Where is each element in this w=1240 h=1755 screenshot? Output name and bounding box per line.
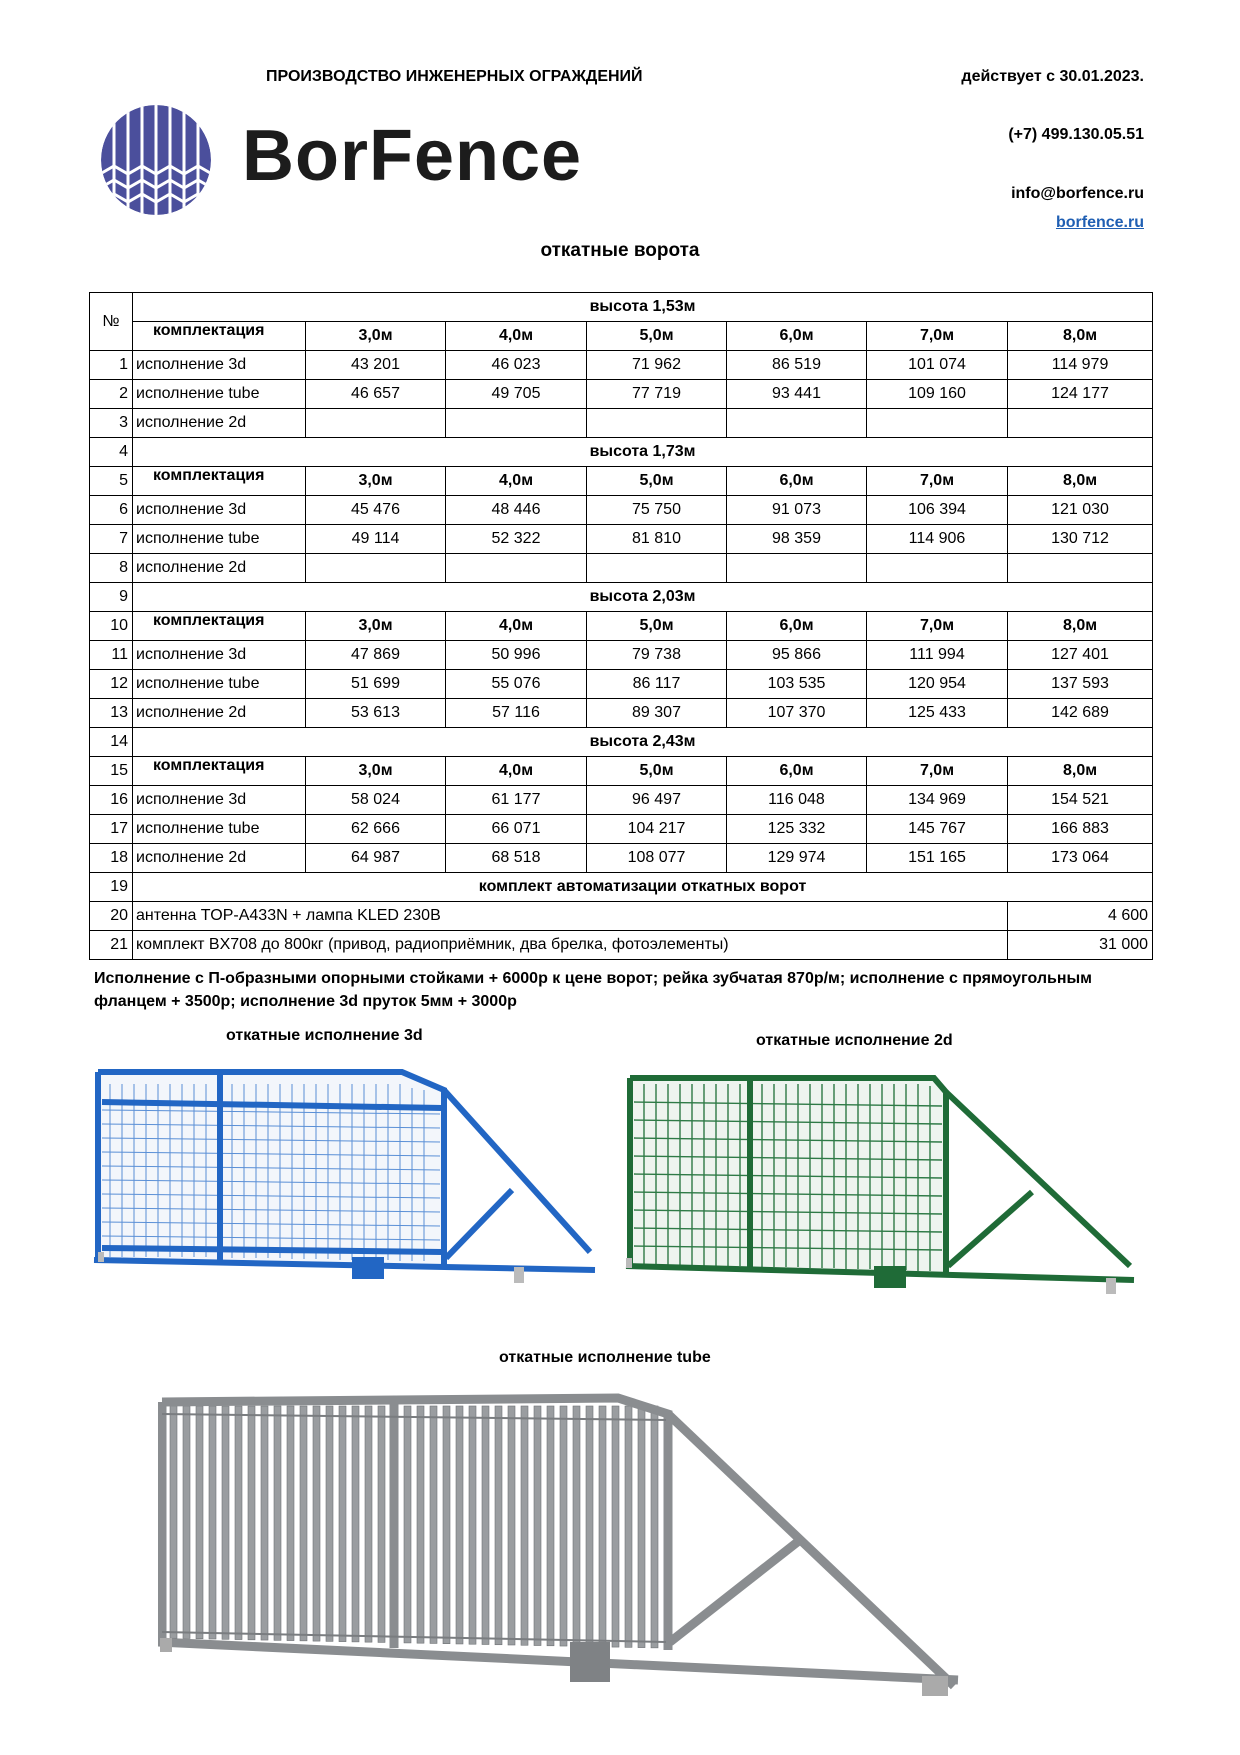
price-cell: 51 699 [306,670,446,699]
price-cell [1008,554,1153,583]
price-cell: 68 518 [446,844,587,873]
price-cell: 134 969 [867,786,1008,815]
tube-bar [209,1406,216,1639]
gate-tube-image [158,1380,978,1710]
variant-name: исполнение 3d [133,496,306,525]
height-header: высота 1,53м [133,293,1153,322]
gate-3d-image [90,1062,610,1302]
price-cell: 71 962 [587,351,727,380]
table-row [90,525,1153,554]
table-row [90,641,1153,670]
tube-bar [430,1406,437,1643]
price-cell [727,554,867,583]
price-cell: 127 401 [1008,641,1153,670]
variant-name: исполнение tube [133,670,306,699]
height-header: высота 2,43м [133,728,1153,757]
width-header: 5,0м [587,757,727,786]
width-header: 7,0м [867,757,1008,786]
tube-bar [196,1406,203,1639]
variant-name: исполнение 3d [133,641,306,670]
row-number: 2 [90,380,133,409]
row-number: 5 [90,467,133,496]
row-number: 3 [90,409,133,438]
row-number: 20 [90,902,133,931]
tube-bar [625,1406,632,1647]
width-header: 6,0м [727,612,867,641]
price-cell: 79 738 [587,641,727,670]
width-header: 7,0м [867,467,1008,496]
tube-bar [300,1406,307,1641]
price-cell: 145 767 [867,815,1008,844]
width-header: 8,0м [1008,612,1153,641]
price-cell: 137 593 [1008,670,1153,699]
tube-bar [313,1406,320,1641]
price-cell: 46 023 [446,351,587,380]
price-cell [587,554,727,583]
row-number: 12 [90,670,133,699]
price-cell: 151 165 [867,844,1008,873]
tube-bar [560,1406,567,1646]
variant-name: исполнение tube [133,380,306,409]
tube-bar [495,1406,502,1645]
tube-bar [170,1406,177,1638]
price-cell: 124 177 [1008,380,1153,409]
automation-item-price: 31 000 [1008,931,1153,960]
table-row [90,380,1153,409]
width-header: 4,0м [446,467,587,496]
automation-item-name: комплект BX708 до 800кг (привод, радиоприёмник, два брелка, фотоэлементы) [133,931,1008,960]
price-cell: 43 201 [306,351,446,380]
tube-bar [365,1406,372,1642]
tube-bar [638,1406,645,1648]
row-number: 19 [90,873,133,902]
width-header: 3,0м [306,757,446,786]
price-cell [1008,409,1153,438]
row-number: 14 [90,728,133,757]
table-row [90,844,1153,873]
width-header: 6,0м [727,757,867,786]
price-cell: 111 994 [867,641,1008,670]
width-header: 4,0м [446,322,587,351]
price-cell: 114 906 [867,525,1008,554]
price-cell: 53 613 [306,699,446,728]
price-cell: 47 869 [306,641,446,670]
price-cell: 125 332 [727,815,867,844]
tube-bar [547,1406,554,1646]
price-cell: 48 446 [446,496,587,525]
price-cell: 96 497 [587,786,727,815]
price-cell: 75 750 [587,496,727,525]
tube-bar [456,1406,463,1644]
variant-name: исполнение 2d [133,844,306,873]
price-cell: 120 954 [867,670,1008,699]
table-row [90,496,1153,525]
valid-from: действует с 30.01.2023. [961,68,1144,85]
row-number: 13 [90,699,133,728]
tube-bar [261,1406,268,1640]
width-header: 4,0м [446,612,587,641]
gate-2d-image [612,1066,1152,1312]
variant-name: исполнение 2d [133,554,306,583]
tube-bar [612,1406,619,1647]
automation-item-name: антенна TOP-A433N + лампа KLED 230B [133,902,1008,931]
variant-name: исполнение 3d [133,786,306,815]
tube-bar [651,1406,658,1648]
price-cell: 49 114 [306,525,446,554]
row-number: 4 [90,438,133,467]
row-number: 1 [90,351,133,380]
price-cell: 46 657 [306,380,446,409]
logo-text: BorFence [242,116,583,196]
table-row [90,293,1153,322]
price-cell: 130 712 [1008,525,1153,554]
tube-bar [482,1406,489,1644]
width-header: 5,0м [587,612,727,641]
table-row [90,438,1153,467]
table-row [90,873,1153,902]
price-cell: 58 024 [306,786,446,815]
tube-bar [586,1406,593,1647]
price-cell: 121 030 [1008,496,1153,525]
col-label: комплектация [133,467,306,496]
price-cell [446,554,587,583]
price-cell: 50 996 [446,641,587,670]
price-cell: 86 117 [587,670,727,699]
price-cell: 86 519 [727,351,867,380]
price-cell: 106 394 [867,496,1008,525]
row-number: 18 [90,844,133,873]
row-number: 8 [90,554,133,583]
col-label: комплектация [133,612,306,641]
website-link[interactable]: borfence.ru [1055,214,1144,231]
price-cell: 91 073 [727,496,867,525]
price-cell: 98 359 [727,525,867,554]
row-number: 6 [90,496,133,525]
width-header: 3,0м [306,612,446,641]
row-number: 17 [90,815,133,844]
price-cell: 55 076 [446,670,587,699]
price-cell [306,554,446,583]
width-header: 3,0м [306,467,446,496]
price-cell: 52 322 [446,525,587,554]
price-cell: 45 476 [306,496,446,525]
table-row [90,815,1153,844]
width-header: 8,0м [1008,322,1153,351]
row-number: 7 [90,525,133,554]
col-label: комплектация [133,757,306,786]
price-cell: 154 521 [1008,786,1153,815]
price-cell [867,554,1008,583]
tube-bar [599,1406,606,1647]
num-header: № [90,293,133,351]
table-row [90,786,1153,815]
tube-bar [521,1406,528,1645]
variant-name: исполнение tube [133,525,306,554]
price-cell: 114 979 [1008,351,1153,380]
caption-gate-tube: откатные исполнение tube [499,1349,711,1366]
price-table [89,292,1153,960]
tube-bar [235,1406,242,1640]
table-row [90,351,1153,380]
table-row [90,322,1153,351]
table-row [90,554,1153,583]
table-row [90,467,1153,496]
tube-bar [222,1406,229,1639]
phone[interactable]: (+7) 499.130.05.51 [1008,126,1144,143]
tube-bar [339,1406,346,1642]
variant-name: исполнение tube [133,815,306,844]
width-header: 8,0м [1008,757,1153,786]
price-cell: 62 666 [306,815,446,844]
tube-bar [326,1406,333,1641]
tube-bar [573,1406,580,1646]
price-cell: 57 116 [446,699,587,728]
price-cell [306,409,446,438]
height-header: высота 2,03м [133,583,1153,612]
table-row [90,757,1153,786]
width-header: 7,0м [867,612,1008,641]
price-cell: 61 177 [446,786,587,815]
tube-bar [378,1406,385,1642]
price-cell: 66 071 [446,815,587,844]
price-cell: 104 217 [587,815,727,844]
price-cell: 116 048 [727,786,867,815]
price-cell: 142 689 [1008,699,1153,728]
tube-bar [534,1406,541,1646]
row-number: 21 [90,931,133,960]
caption-gate-2d: откатные исполнение 2d [756,1032,953,1049]
tube-bar [274,1406,281,1640]
price-cell: 173 064 [1008,844,1153,873]
row-number: 11 [90,641,133,670]
variant-name: исполнение 2d [133,699,306,728]
price-cell: 166 883 [1008,815,1153,844]
price-cell: 101 074 [867,351,1008,380]
variant-name: исполнение 2d [133,409,306,438]
price-note: Исполнение с П-образными опорными стойками + 6000р к цене ворот; рейка зубчатая 870р/м; исполнение с прямоугольным фланцем + 3500р; исполнение 3d пруток 5мм + 3000р [94,970,1092,1010]
price-cell: 107 370 [727,699,867,728]
price-cell [587,409,727,438]
tube-bar [417,1406,424,1643]
price-cell: 109 160 [867,380,1008,409]
price-cell: 103 535 [727,670,867,699]
automation-item-price: 4 600 [1008,902,1153,931]
email[interactable]: info@borfence.ru [1011,185,1144,202]
table-row [90,612,1153,641]
price-cell: 89 307 [587,699,727,728]
tube-bar [443,1406,450,1644]
tube-bar [404,1406,411,1643]
width-header: 5,0м [587,322,727,351]
width-header: 5,0м [587,467,727,496]
tube-bar [183,1406,190,1639]
price-cell: 108 077 [587,844,727,873]
tube-bar [248,1406,255,1640]
row-number: 15 [90,757,133,786]
page-title: откатные ворота [540,240,700,261]
table-row [90,409,1153,438]
price-cell: 129 974 [727,844,867,873]
price-cell: 125 433 [867,699,1008,728]
tube-bar [287,1406,294,1641]
tube-bar [508,1406,515,1645]
table-row [90,931,1153,960]
price-cell [446,409,587,438]
table-row [90,728,1153,757]
table-row [90,583,1153,612]
company-line: ПРОИЗВОДСТВО ИНЖЕНЕРНЫХ ОГРАЖДЕНИЙ [266,68,643,85]
tube-bar [352,1406,359,1642]
price-cell: 49 705 [446,380,587,409]
price-cell: 95 866 [727,641,867,670]
width-header: 4,0м [446,757,587,786]
price-cell: 81 810 [587,525,727,554]
width-header: 3,0м [306,322,446,351]
price-cell [727,409,867,438]
width-header: 6,0м [727,322,867,351]
price-cell: 77 719 [587,380,727,409]
automation-header: комплект автоматизации откатных ворот [133,873,1153,902]
row-number: 10 [90,612,133,641]
width-header: 8,0м [1008,467,1153,496]
caption-gate-3d: откатные исполнение 3d [226,1027,423,1044]
price-cell: 64 987 [306,844,446,873]
table-row [90,670,1153,699]
table-row [90,699,1153,728]
logo-icon [100,104,212,221]
table-row [90,902,1153,931]
col-label: комплектация [133,322,306,351]
price-cell [867,409,1008,438]
price-cell: 93 441 [727,380,867,409]
width-header: 7,0м [867,322,1008,351]
tube-bar [469,1406,476,1644]
height-header: высота 1,73м [133,438,1153,467]
row-number: 16 [90,786,133,815]
variant-name: исполнение 3d [133,351,306,380]
width-header: 6,0м [727,467,867,496]
row-number: 9 [90,583,133,612]
